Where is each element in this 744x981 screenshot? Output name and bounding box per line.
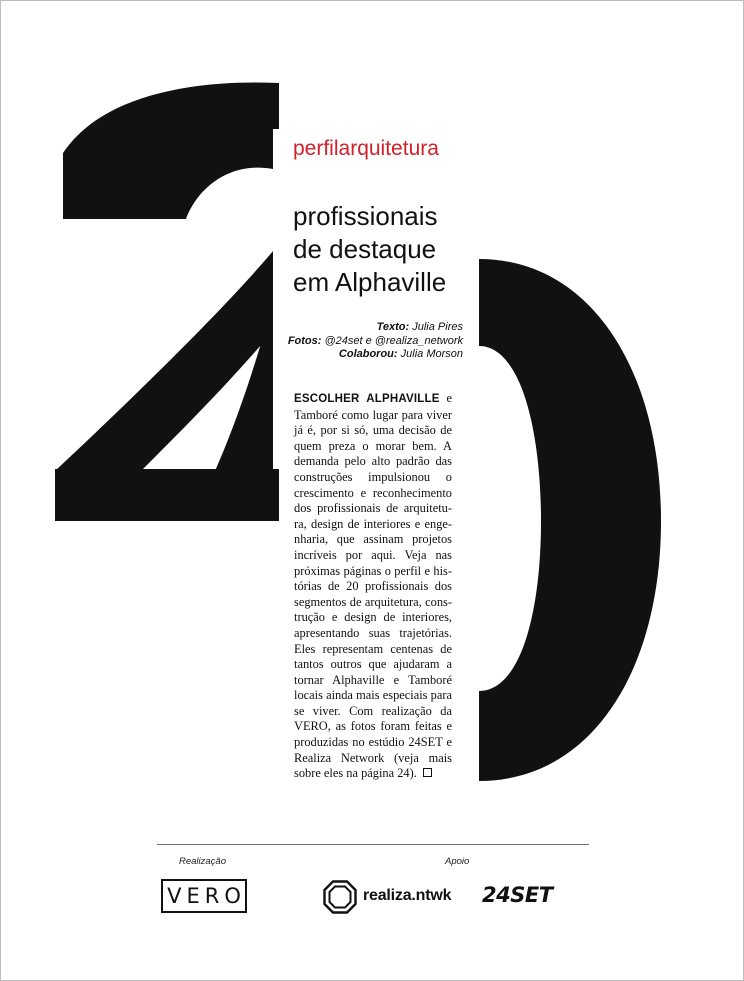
24set-logo: 24SET [482, 883, 553, 907]
credit-value: Julia Pires [412, 321, 463, 333]
realizacao-label: Realização [179, 856, 226, 867]
credits [271, 321, 463, 362]
title-line: em Alphaville [293, 267, 447, 297]
section-tag-light: perfil [293, 137, 339, 160]
section-tag-strong: arquitetura [338, 137, 439, 160]
credit-label: Fotos: [287, 334, 322, 347]
credit-text [271, 321, 463, 335]
footer-divider [157, 844, 589, 845]
numeral-zero [479, 259, 661, 781]
lead-in: ESCOLHER ALPHAVILLE [294, 393, 440, 405]
realiza-wordmark: realiza.ntwk [363, 887, 452, 904]
vero-logo: VERO [161, 879, 247, 913]
page-title [293, 200, 493, 299]
article-body [294, 391, 452, 782]
body-copy: e Tamboré como lugar para viver já é, por si só, uma decisão de quem preza o morar bem. A demanda pelo alto padrão das construções impulsionou o crescimento e reconhecimento dos profissionais de arquitetura, design de interiores e engenharia, que assinam projetos incríveis por aqui. Veja nas próximas páginas o perfil e histórias de 20 profissionais dos segmentos de arquitetura, construção e design de interiores, apresentando suas trajetórias. Eles representam centenas de tantos outros que ajudaram a tornar Alphaville e Tamboré locais ainda mais especiais para se viver. Com realização da VERO, as fotos foram feitas e produzidas no estúdio 24SET e Realiza Network (veja mais sobre eles na página 24). [294, 391, 452, 781]
credit-label: Colaborou: [338, 348, 398, 360]
realiza-logo [323, 880, 463, 914]
credit-collab [271, 348, 463, 362]
realiza-octagon-icon [323, 880, 357, 914]
apoio-label: Apoio [445, 856, 470, 867]
credit-value: @24set e @realiza_network [324, 334, 463, 347]
title-line: de destaque [293, 234, 437, 264]
credit-photos [271, 335, 463, 349]
title-line: profissionais [293, 201, 438, 231]
credit-label: Texto: [376, 321, 410, 333]
end-mark-icon [423, 768, 432, 777]
section-tag [293, 137, 439, 161]
credit-value: Julia Morson [400, 348, 463, 360]
